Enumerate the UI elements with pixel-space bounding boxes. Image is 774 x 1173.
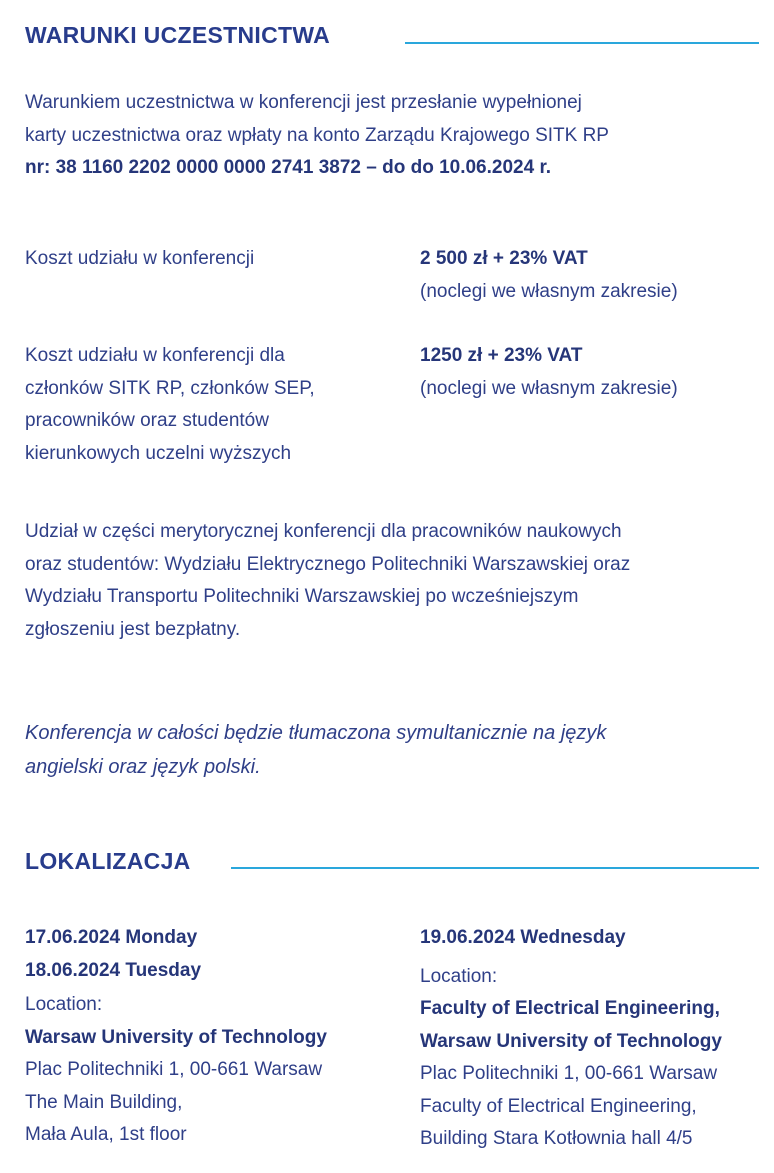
cost-note: (noclegi we własnym zakresie) bbox=[420, 280, 678, 302]
venue-name: Warsaw University of Technology bbox=[420, 1030, 722, 1052]
event-date: 18.06.2024 Tuesday bbox=[25, 959, 202, 981]
paragraph-line: oraz studentów: Wydziału Elektrycznego Politechniki Warszawskiej oraz bbox=[25, 553, 631, 575]
address-line: Building Stara Kotłownia hall 4/5 bbox=[420, 1128, 693, 1149]
venue-name: Warsaw University of Technology bbox=[25, 1026, 327, 1048]
cost-label-line: członków SITK RP, członków SEP, bbox=[25, 377, 315, 399]
cost-value-standard bbox=[420, 243, 770, 308]
address-line: The Main Building, bbox=[25, 1091, 183, 1113]
address-line: Mała Aula, 1st floor bbox=[25, 1124, 187, 1145]
cost-label-line: pracowników oraz studentów bbox=[25, 410, 269, 431]
paragraph-line: Udział w części merytorycznej konferencji dla pracowników naukowych bbox=[25, 521, 622, 542]
bank-account-line: nr: 38 1160 2202 0000 0000 2741 3872 – do do 10.06.2024 r. bbox=[25, 157, 552, 178]
cost-price: 2 500 zł + 23% VAT bbox=[420, 248, 588, 269]
cost-label-line: Koszt udziału w konferencji dla bbox=[25, 345, 285, 366]
address-line: Plac Politechniki 1, 00-661 Warsaw bbox=[25, 1059, 323, 1080]
cost-label-line: kierunkowych uczelni wyższych bbox=[25, 442, 292, 464]
location-heading-divider bbox=[231, 867, 759, 869]
conditions-intro bbox=[25, 87, 765, 185]
cost-note: (noclegi we własnym zakresie) bbox=[420, 377, 678, 399]
translation-line: angielski oraz język polski. bbox=[25, 756, 261, 778]
location-label: Location: bbox=[420, 965, 498, 987]
cost-label-line: Koszt udziału w konferencji bbox=[25, 248, 255, 269]
paragraph-line: zgłoszeniu jest bezpłatny. bbox=[25, 618, 241, 640]
conditions-heading-divider bbox=[405, 42, 759, 44]
venue-name: Faculty of Electrical Engineering, bbox=[420, 998, 720, 1019]
cost-label-reduced bbox=[25, 340, 405, 470]
intro-line: Warunkiem uczestnictwa w konferencji jest przesłanie wypełnionej bbox=[25, 92, 582, 113]
conditions-heading: WARUNKI UCZESTNICTWA bbox=[25, 22, 330, 48]
paragraph-line: Wydziału Transportu Politechniki Warszawskiej po wcześniejszym bbox=[25, 586, 579, 607]
location-column-left bbox=[25, 922, 410, 1152]
translation-note bbox=[25, 716, 770, 784]
address-line: Faculty of Electrical Engineering, bbox=[420, 1095, 697, 1117]
location-heading: LOKALIZACJA bbox=[25, 848, 191, 874]
intro-line: karty uczestnictwa oraz wpłaty na konto Zarządu Krajowego SITK RP bbox=[25, 124, 609, 146]
cost-price: 1250 zł + 23% VAT bbox=[420, 345, 583, 366]
location-label: Location: bbox=[25, 994, 103, 1015]
event-date: 17.06.2024 Monday bbox=[25, 927, 198, 948]
translation-line: Konferencja w całości będzie tłumaczona symultanicznie na język bbox=[25, 722, 607, 744]
cost-label-standard bbox=[25, 243, 405, 276]
event-date: 19.06.2024 Wednesday bbox=[420, 927, 626, 948]
cost-value-reduced bbox=[420, 340, 770, 405]
address-line: Plac Politechniki 1, 00-661 Warsaw bbox=[420, 1063, 718, 1084]
free-participation-paragraph bbox=[25, 516, 770, 646]
location-column-right bbox=[420, 922, 770, 1156]
